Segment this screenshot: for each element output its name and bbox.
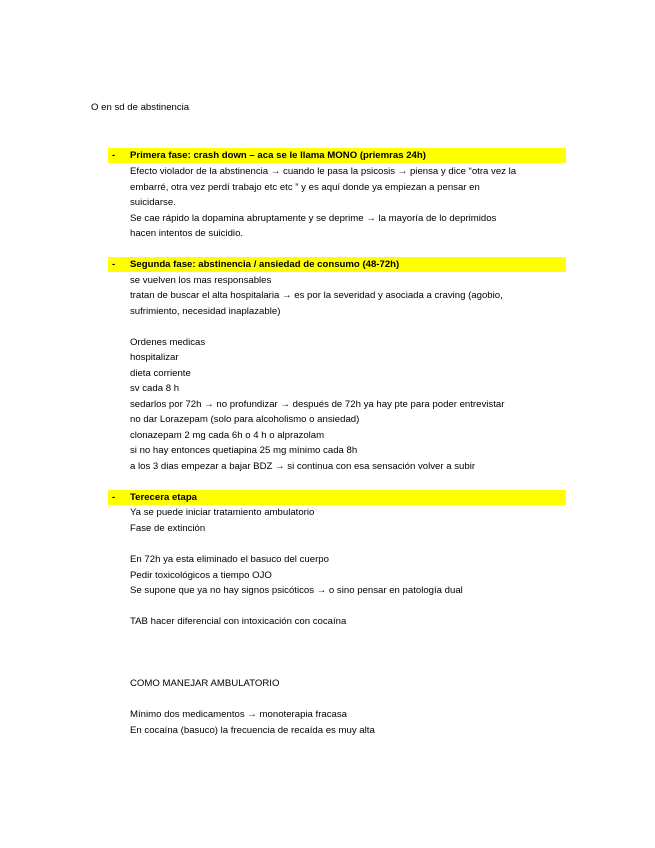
bullet-dash: - [112, 492, 116, 503]
phase3-line: Se supone que ya no hay signos psicóticos → o sino pensar en patología dual [130, 585, 463, 596]
ambulatorio-line: En cocaína (basuco) la frecuencia de recaída es muy alta [130, 725, 375, 736]
phase1-line: hacen intentos de suicidio. [130, 228, 244, 239]
phase2-highlight [108, 257, 566, 272]
phase3-line: Ya se puede iniciar tratamiento ambulatorio [130, 507, 315, 518]
phase1-highlight [108, 148, 566, 163]
phase2-line: tratan de buscar el alta hospitalaria → es por la severidad y asociada a craving (agobio, [130, 290, 503, 301]
phase3-heading: Terecera etapa [130, 492, 198, 503]
bullet-dash: - [112, 150, 116, 161]
phase2-line: sv cada 8 h [130, 383, 180, 394]
phase2-line: no dar Lorazepam (solo para alcoholismo o ansiedad) [130, 414, 360, 425]
phase2-line: se vuelven los mas responsables [130, 275, 272, 286]
phase1-heading: Primera fase: crash down – aca se le llama MONO (priemras 24h) [130, 150, 426, 161]
phase1-line: Se cae rápido la dopamina abruptamente y se deprime → la mayoría de lo deprimidos [130, 213, 497, 224]
phase2-line: dieta corriente [130, 368, 191, 379]
phase2-line: clonazepam 2 mg cada 6h o 4 h o alprazolam [130, 430, 325, 441]
phase2-line: Ordenes medicas [130, 337, 206, 348]
ambulatorio-heading: COMO MANEJAR AMBULATORIO [130, 678, 280, 689]
phase3-line: TAB hacer diferencial con intoxicación con cocaína [130, 616, 347, 627]
phase1-line: embarré, otra vez perdí trabajo etc etc ” y es aquí donde ya empiezan a pensar en [130, 182, 480, 193]
phase3-line: En 72h ya esta eliminado el basuco del cuerpo [130, 554, 329, 565]
phase2-line: sedarlos por 72h → no profundizar → después de 72h ya hay pte para poder entrevistar [130, 399, 505, 410]
phase2-line: sufrimiento, necesidad inaplazable) [130, 306, 281, 317]
ambulatorio-line: Mínimo dos medicamentos → monoterapia fracasa [130, 709, 348, 720]
phase2-line: si no hay entonces quetiapina 25 mg mínimo cada 8h [130, 445, 358, 456]
phase1-line: Efecto violador de la abstinencia → cuando le pasa la psicosis → piensa y dice “otra vez la [130, 166, 517, 177]
phase3-highlight [108, 490, 566, 505]
phase2-line: a los 3 dias empezar a bajar BDZ → si continua con esa sensación volver a subir [130, 461, 476, 472]
bullet-dash: - [112, 259, 116, 270]
phase2-line: hospitalizar [130, 352, 179, 363]
phase2-heading: Segunda fase: abstinencia / ansiedad de consumo (48-72h) [130, 259, 400, 270]
phase1-line: suicidarse. [130, 197, 176, 208]
phase3-line: Pedir toxicológicos a tiempo OJO [130, 570, 272, 581]
document-title: O en sd de abstinencia [91, 102, 190, 113]
phase3-line: Fase de extinción [130, 523, 206, 534]
